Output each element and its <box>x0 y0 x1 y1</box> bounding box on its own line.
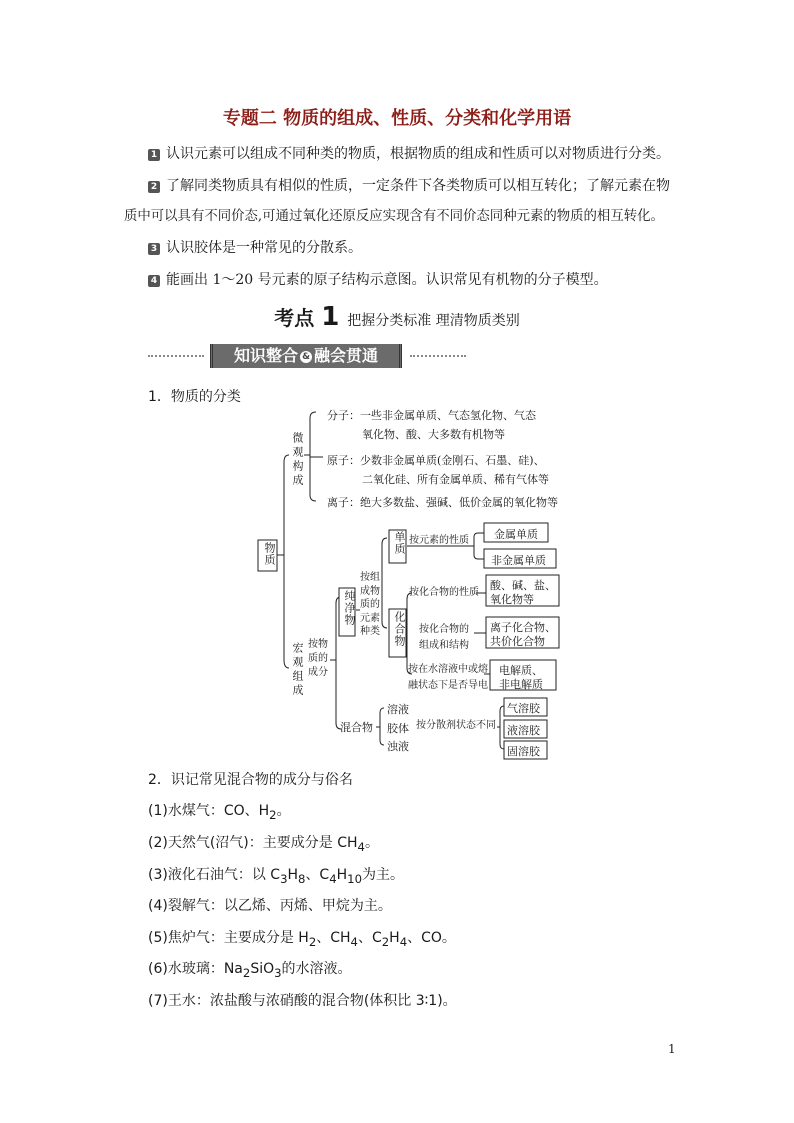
electro-label: 按在水溶液中或熔 <box>408 664 488 675</box>
electrolyte-label-cont: 非电解质 <box>499 678 543 691</box>
objective-text: 认识元素可以组成不同种类的物质，根据物质的组成和性质可以对物质进行分类。 <box>166 146 670 162</box>
ion-text: 离子：绝大多数盐、强碱、低价金属的氧化物等 <box>327 496 558 509</box>
solution-label: 溶液 <box>387 703 409 716</box>
objective-text: 了解同类物质具有相似的性质，一定条件下各类物质可以相互转化；了解元素在物 <box>166 178 670 194</box>
list-item: (2)天然气(沼气)：主要成分是 $CH_4$。 <box>148 835 379 854</box>
micro-label: 微观构成 <box>291 432 304 488</box>
by-dispersant-label: 按分散剂状态不同 <box>416 720 496 731</box>
kaodian-subtitle: 把握分类标准 理清物质类别 <box>347 313 520 329</box>
molecule-text: 分子：一些非金属单质、气态氢化物、气态 <box>327 409 536 422</box>
comp-struct-label: 按化合物的 <box>419 624 469 635</box>
knowledge-banner: 知识整合 & 融会贯通 <box>210 344 402 368</box>
macro-label: 宏观组成 <box>291 642 304 698</box>
list-item: (3)液化石油气：以 $C_3H_8$、$C_4H_{10}$为主。 <box>148 867 405 886</box>
objective-2-cont: 质中可以具有不同价态,可通过氧化还原反应实现含有不同价态同种元素的物质的相互转化。 <box>124 209 664 224</box>
atom-text-cont: 二氧化硅、所有金属单质、稀有气体等 <box>362 473 549 486</box>
list-item: (1)水煤气：CO、$H_2$。 <box>148 803 291 822</box>
solid-sol-label: 固溶胶 <box>507 745 540 758</box>
metal-label: 金属单质 <box>494 528 538 541</box>
objective-text: 能画出 1～20 号元素的原子结构示意图。认识常见有机物的分子模型。 <box>166 272 608 288</box>
ampersand-icon: & <box>300 351 312 363</box>
objective-number: 1 <box>148 149 160 161</box>
page-number: 1 <box>668 1042 676 1056</box>
electrolyte-label: 电解质、 <box>499 664 543 677</box>
colloid-label: 胶体 <box>387 722 409 735</box>
nonmetal-label: 非金属单质 <box>491 554 546 567</box>
objective-number: 4 <box>148 275 160 287</box>
list-item: (4)裂解气：以乙烯、丙烯、甲烷为主。 <box>148 898 392 914</box>
ionic-label-cont: 共价化合物 <box>490 635 545 648</box>
elemental-label: 单质 <box>393 531 406 555</box>
molecule-text-cont: 氧化物、酸、大多数有机物等 <box>362 428 505 441</box>
liquid-sol-label: 液溶胶 <box>507 724 540 737</box>
objective-number: 2 <box>148 181 160 193</box>
objective-number: 3 <box>148 243 160 255</box>
section-1-heading: 1．物质的分类 <box>148 389 241 405</box>
section-2-heading: 2．识记常见混合物的成分与俗名 <box>148 772 353 788</box>
elem-prop-label: 按元素的性质 <box>409 535 469 546</box>
objective-text: 认识胶体是一种常见的分散系。 <box>166 240 362 256</box>
by-element-label: 按组成物质的元素种类 <box>360 572 380 637</box>
acid-label: 酸、碱、盐、 <box>490 579 556 592</box>
list-item: (5)焦炉气：主要成分是 $H_2$、$CH_4$、$C_2H_4$、CO。 <box>148 930 456 949</box>
comp-struct-label-cont: 组成和结构 <box>419 640 469 651</box>
root-label: 物质 <box>263 542 276 566</box>
atom-text: 原子：少数非金属单质(金刚石、石墨、硅)、 <box>327 454 545 467</box>
by-component-label: 按物质的成分 <box>308 639 328 678</box>
list-item: (6)水玻璃：$Na_2SiO_3$的水溶液。 <box>148 961 352 980</box>
ionic-label: 离子化合物、 <box>490 621 556 634</box>
electro-label-cont: 融状态下是否导电 <box>408 680 488 691</box>
page-title: 专题二 物质的组成、性质、分类和化学用语 <box>222 108 572 129</box>
list-item: (7)王水：浓盐酸与浓硝酸的混合物(体积比 3∶1)。 <box>148 993 457 1009</box>
comp-prop-label: 按化合物的性质 <box>409 587 479 598</box>
kaodian-label: 考点 1 <box>274 302 340 332</box>
mixture-label: 混合物 <box>340 721 373 734</box>
gas-sol-label: 气溶胶 <box>507 702 540 715</box>
pure-label: 纯净物 <box>343 590 356 626</box>
compound-label: 化合物 <box>393 611 406 647</box>
acid-label-cont: 氧化物等 <box>490 593 534 606</box>
turbid-label: 浊液 <box>387 740 409 753</box>
